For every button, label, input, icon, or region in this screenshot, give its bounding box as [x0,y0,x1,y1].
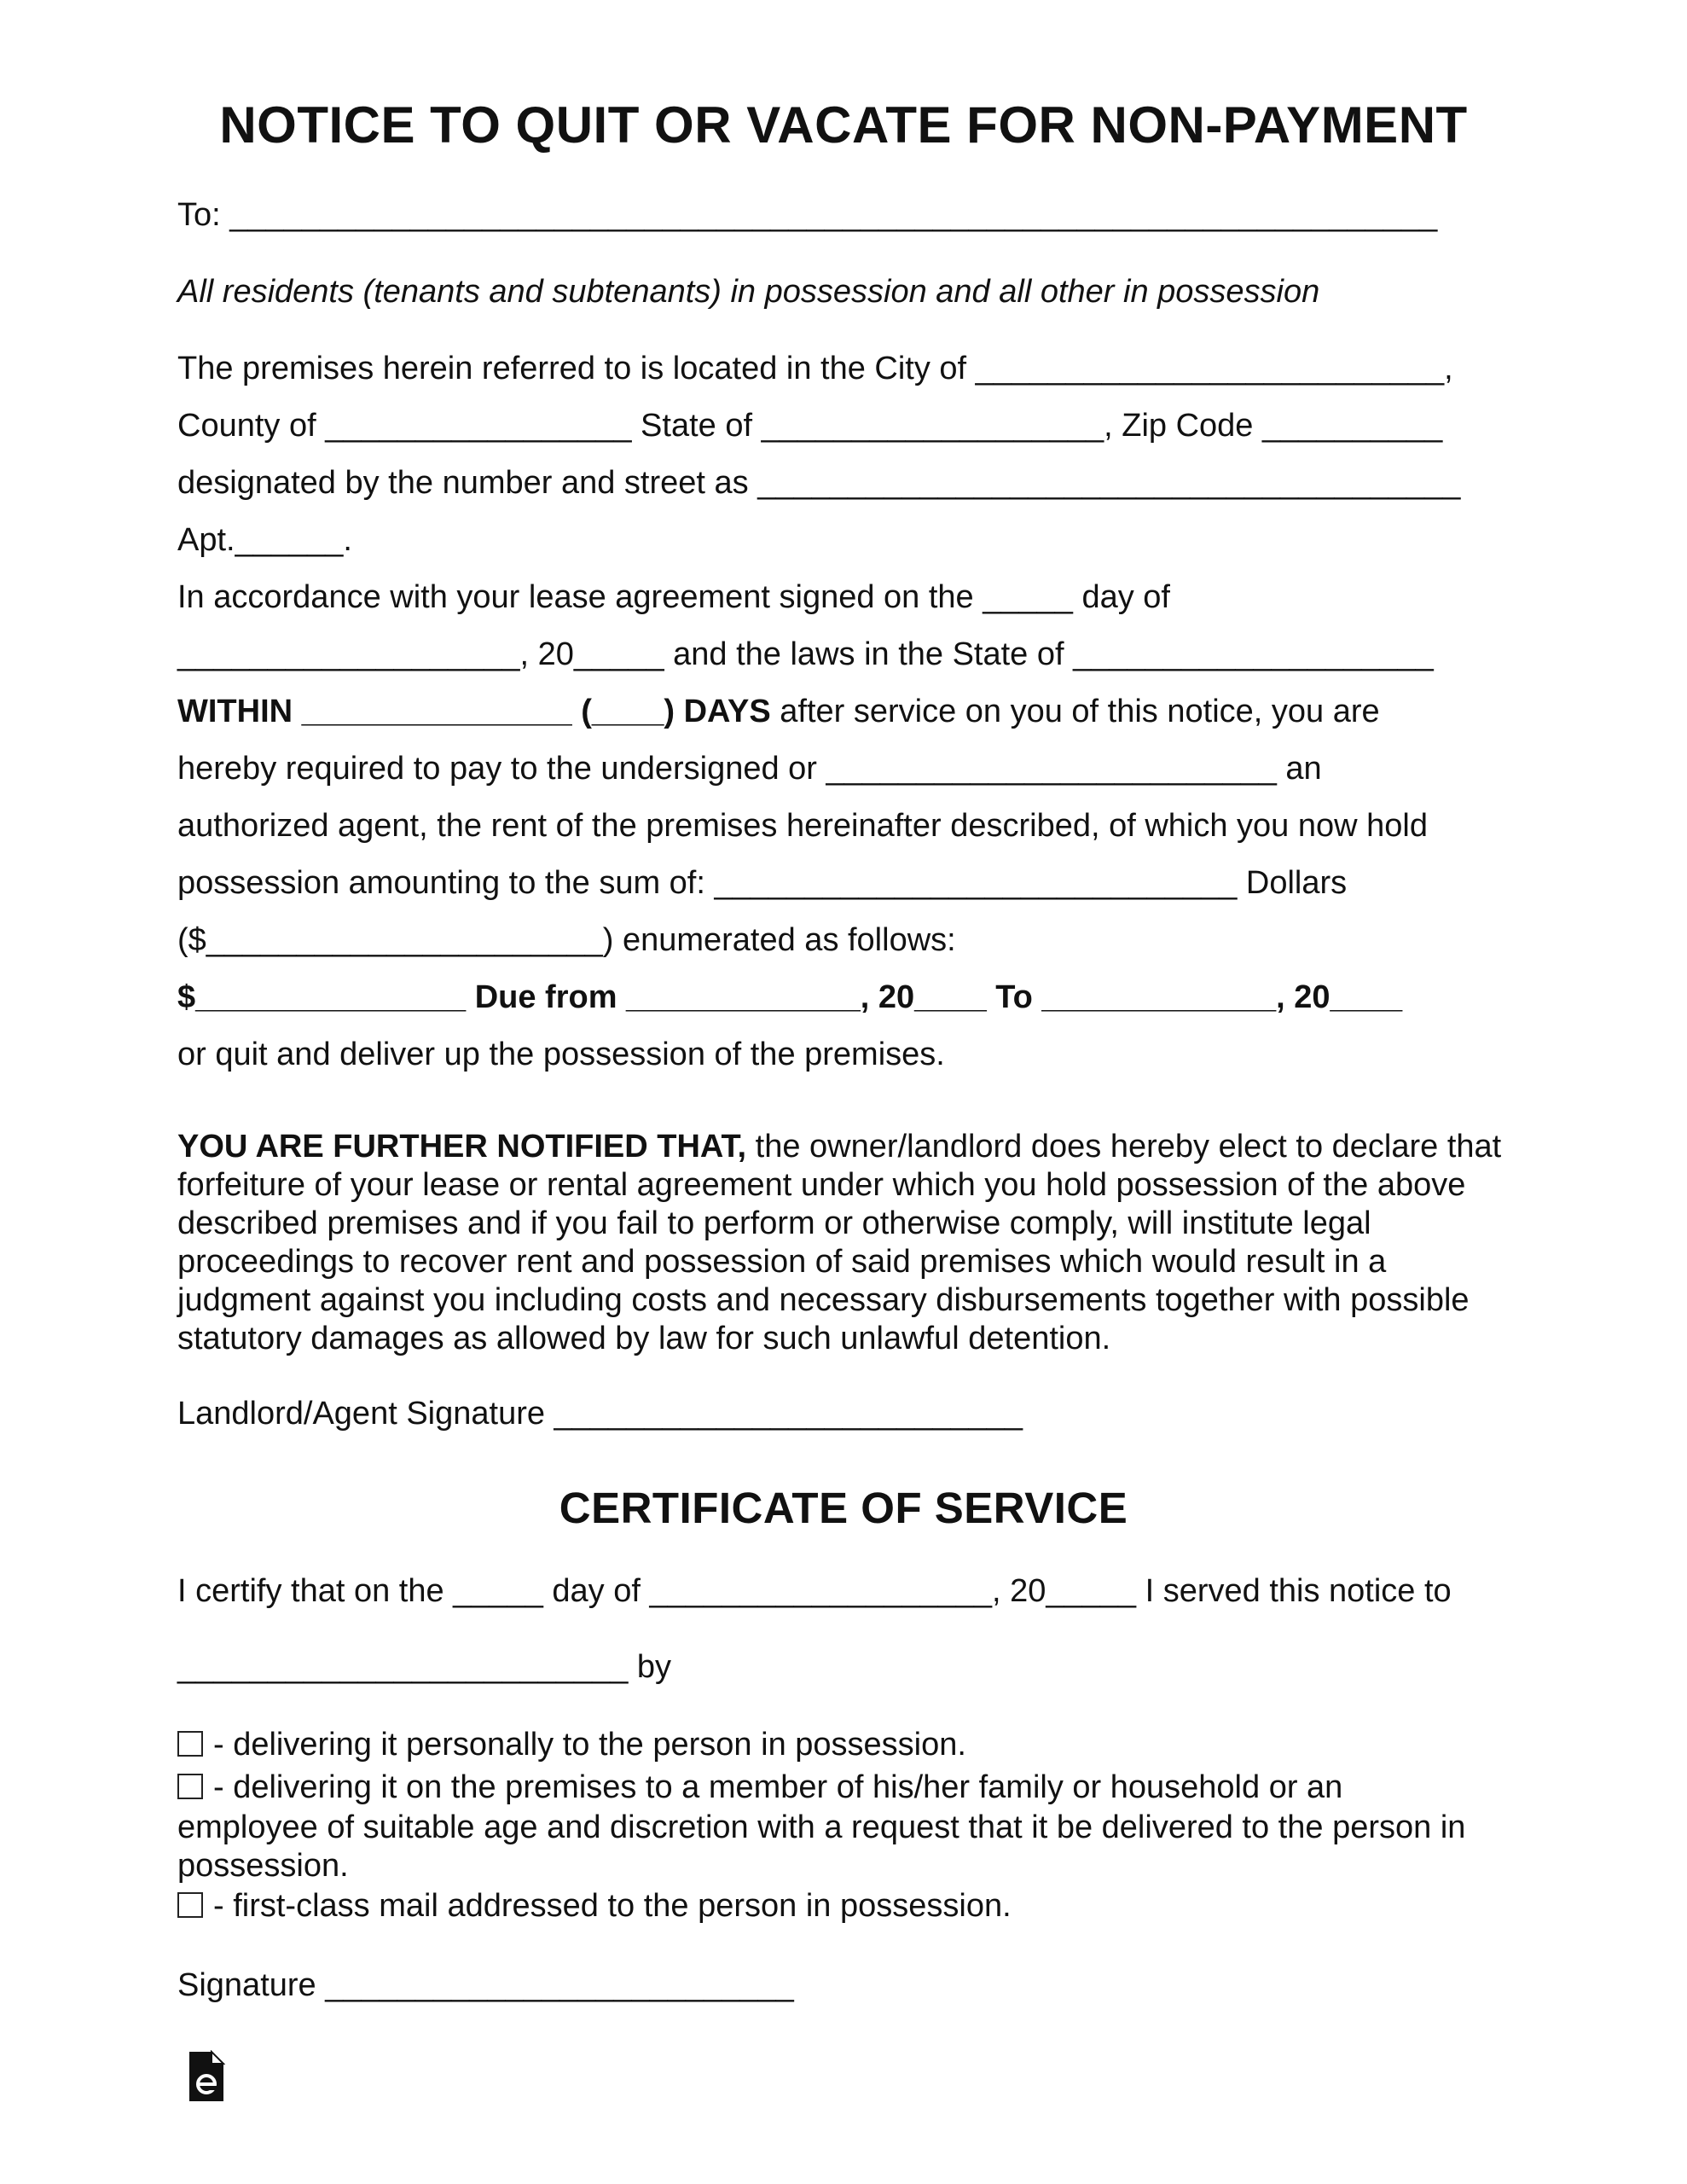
checkbox-premises[interactable] [177,1774,203,1799]
service-option-premises-label: - delivering it on the premises to a member of his/her family or household or an [213,1769,1343,1805]
further-notice-body: the owner/landlord does hereby elect to declare that forfeiture of your lease or rental agreement under which you hold possession of the above described premises and if you fail to perform or otherwise comply, will institute legal proceedings to recover rent and possession of said premises which would result in a judgment against you including costs and necessary disbursements together with possible statutory damages as allowed by law for such unlawful detention. [177,1129,1502,1356]
service-option-premises [177,1769,1342,1807]
checkbox-mail[interactable] [177,1892,203,1918]
pay-line-4: ($______________________) enumerated as follows: [177,922,956,958]
service-option-mail [177,1887,1012,1926]
further-notice-bold: YOU ARE FURTHER NOTIFIED THAT, [177,1129,747,1165]
to-line: To: ___________________________________________________________________ [177,197,1438,233]
certificate-title: CERTIFICATE OF SERVICE [559,1484,1128,1532]
pay-line-2: authorized agent, the rent of the premises hereinafter described, of which you now hold [177,808,1428,844]
certify-line-1: I certify that on the _____ day of ___________________, 20_____ I served this notice to [177,1573,1452,1609]
within-days-bold: WITHIN _______________ (____) DAYS [177,694,771,729]
document-title: NOTICE TO QUIT OR VACATE FOR NON-PAYMENT [219,96,1468,154]
premises-apt-line: Apt.______. [177,522,352,558]
service-option-mail-label: - first-class mail addressed to the person in possession. [213,1888,1012,1924]
premises-street-line: designated by the number and street as _______________________________________ [177,465,1461,501]
due-from-line: $_______________ Due from _____________, 20____ To _____________, 20____ [177,979,1403,1015]
premises-city-line: The premises herein referred to is located in the City of __________________________, [177,351,1453,386]
within-days-line [177,693,1380,730]
lease-line-2: ___________________, 20_____ and the laws in the State of ____________________ [177,636,1434,672]
landlord-signature-line: Landlord/Agent Signature __________________________ [177,1396,1023,1432]
service-option-personal-label: - delivering it personally to the person in possession. [213,1727,966,1763]
premises-county-line: County of _________________ State of ___________________, Zip Code __________ [177,408,1443,444]
lease-line-1: In accordance with your lease agreement signed on the _____ day of [177,579,1170,615]
eforms-logo-icon [188,2050,225,2103]
service-option-premises-cont-2: possession. [177,1848,349,1884]
quit-line: or quit and deliver up the possession of the premises. [177,1037,945,1072]
residents-note: All residents (tenants and subtenants) in possession and all other in possession [177,274,1320,310]
service-option-personal [177,1726,966,1764]
pay-line-1: hereby required to pay to the undersigned or _________________________ an [177,751,1322,787]
service-option-premises-cont-1: employee of suitable age and discretion with a request that it be delivered to the person in [177,1809,1466,1845]
within-days-rest: after service on you of this notice, you are [770,694,1380,729]
checkbox-personal[interactable] [177,1731,203,1757]
certify-line-2: _________________________ by [177,1649,672,1685]
pay-line-3: possession amounting to the sum of: _____________________________ Dollars [177,865,1348,901]
further-notice-paragraph [177,1128,1508,1358]
signature-line: Signature __________________________ [177,1967,794,2003]
